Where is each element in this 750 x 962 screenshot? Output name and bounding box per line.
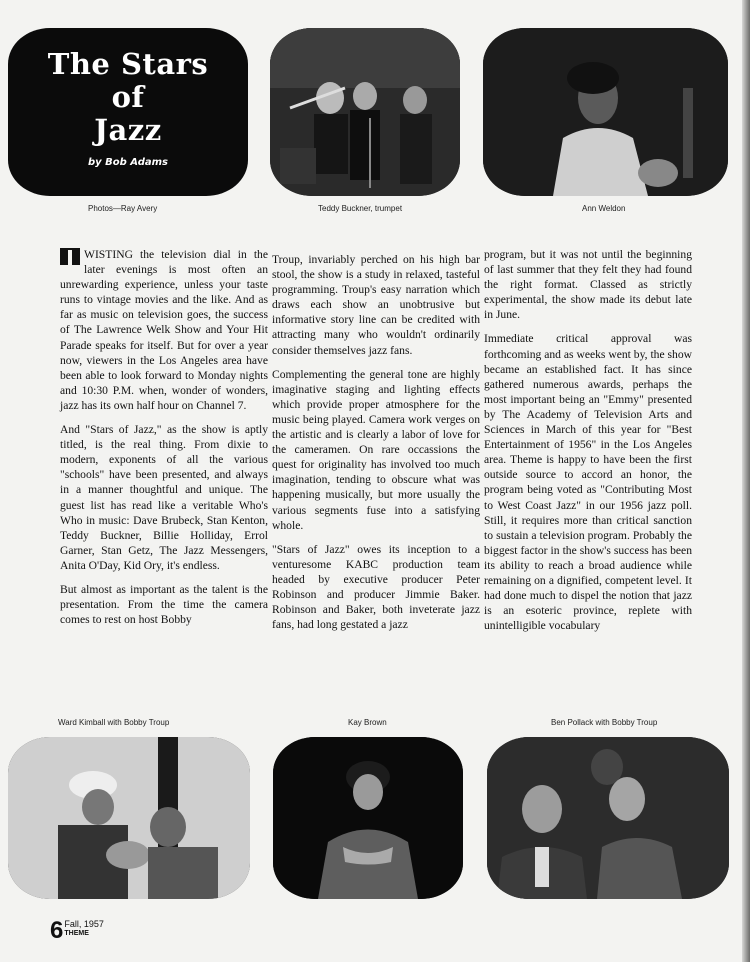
caption-kay-brown: Kay Brown bbox=[348, 718, 387, 727]
title-line-3: Jazz bbox=[94, 113, 162, 147]
caption-ben-pollack: Ben Pollack with Bobby Troup bbox=[551, 718, 658, 727]
page-edge-shadow bbox=[742, 0, 750, 962]
article-title bbox=[8, 48, 248, 147]
caption-ward-kimball: Ward Kimball with Bobby Troup bbox=[58, 718, 170, 727]
paragraph-text: WISTING the television dial in the later evenings is most often an unrewarding experience, unless your taste runs to vintage movies and the like. And as far as music on television goes, the success of The Lawrence Welk Show and Your Hit Parade speaks for itself. But for over a year now, viewers in the Los Angeles area have been able to look forward to Monday nights and 10:30 P.M. when, wonder of wonders, jazz has its own half hour on Channel 7. bbox=[60, 248, 268, 412]
pollack-photo-illustration bbox=[487, 737, 729, 899]
title-line-2: of bbox=[111, 80, 145, 114]
title-panel bbox=[8, 28, 248, 196]
photo-ann-weldon bbox=[483, 28, 728, 196]
caption-photo-credit: Photos—Ray Avery bbox=[88, 204, 158, 213]
band-photo-illustration bbox=[270, 28, 460, 196]
title-line-1: The Stars bbox=[47, 47, 209, 81]
folio-text bbox=[64, 920, 104, 938]
article-column-1 bbox=[60, 247, 268, 636]
caption-teddy-buckner: Teddy Buckner, trumpet bbox=[318, 204, 403, 213]
photo-kay-brown bbox=[273, 737, 463, 899]
singer-photo-illustration bbox=[483, 28, 728, 196]
article-column-3 bbox=[484, 247, 692, 642]
issue-date: Fall, 1957 bbox=[64, 919, 104, 929]
photo-ward-kimball bbox=[8, 737, 250, 899]
paragraph bbox=[60, 247, 268, 413]
paragraph: Troup, invariably perched on his high bar stool, the show is a study in relaxed, tasteful programming. Troup's easy narration which draws each show an unobtrusive but informative story line can be credited with attracting many who wouldn't ordinarily consider themselves jazz fans. bbox=[272, 253, 480, 357]
paragraph: But almost as important as the talent is the presentation. From the time the camera comes to rest on host Bobby bbox=[60, 582, 268, 627]
magazine-name: THEME bbox=[64, 930, 89, 937]
drop-cap-t bbox=[60, 248, 80, 265]
article-column-2 bbox=[272, 252, 480, 641]
byline: by Bob Adams bbox=[88, 157, 168, 168]
paragraph: Immediate critical approval was forthcoming and as weeks went by, the show became an established fact. It has since gathered numerous awards, perhaps the most important being an "Emmy" presented by The Academy of Television Arts and Sciences in March of this year for "Best Entertainment of 1956" in the Los Angeles area. Theme is happy to have been the first outside source to accord an honor, the program being voted as "Contributing Most to West Coast Jazz" in our 1956 jazz poll. Still, it requires more than critical sanction to sustain a television program. Probably the biggest factor in the show's success has been its ability to reach a broad audience while remaining on a dignified, competent level. It had done much to dispel the notion that jazz is an esoteric province, replete with unintelligible vocabulary bbox=[484, 332, 692, 633]
paragraph: Complementing the general tone are highly imaginative staging and lighting effects which provide proper atmosphere for the music being played. Camera work verges on the artistic and is clearly a labor of love for the cameramen. On rare occassions the quest for originality has involved too much imagination, tending to obscure what was happening musically, but more usually the various segments fuse into a satisfying whole. bbox=[272, 367, 480, 532]
photo-teddy-buckner bbox=[270, 28, 460, 196]
paragraph: And "Stars of Jazz," as the show is aptly titled, is the real thing. From dixie to modern, exponents of all the various "schools" have been presented, and always in a manner thoughtful and unique. The guest list has read like a veritable Who's Who in music: Dave Brubeck, Stan Kenton, Teddy Buckner, Billie Holliday, Errol Garner, Stan Getz, The Jazz Messengers, Anita O'Day, Kid Ory, it's endless. bbox=[60, 423, 268, 572]
page-number: 6 bbox=[50, 917, 64, 944]
paragraph: program, but it was not until the beginning of last summer that they felt they had found the right format. Classed as strictly experimental, the show made its debut late in June. bbox=[484, 248, 692, 322]
photo-ben-pollack bbox=[487, 737, 729, 899]
caption-ann-weldon: Ann Weldon bbox=[582, 204, 626, 213]
kimball-photo-illustration bbox=[8, 737, 250, 899]
kay-brown-photo-illustration bbox=[273, 737, 463, 899]
paragraph: "Stars of Jazz" owes its inception to a venturesome KABC production team headed by executive producer Peter Robinson and producer Jimmie Baker. Robinson and Baker, both inveterate jazz fans, had long gestated a jazz bbox=[272, 542, 480, 632]
page-folio bbox=[50, 917, 104, 944]
